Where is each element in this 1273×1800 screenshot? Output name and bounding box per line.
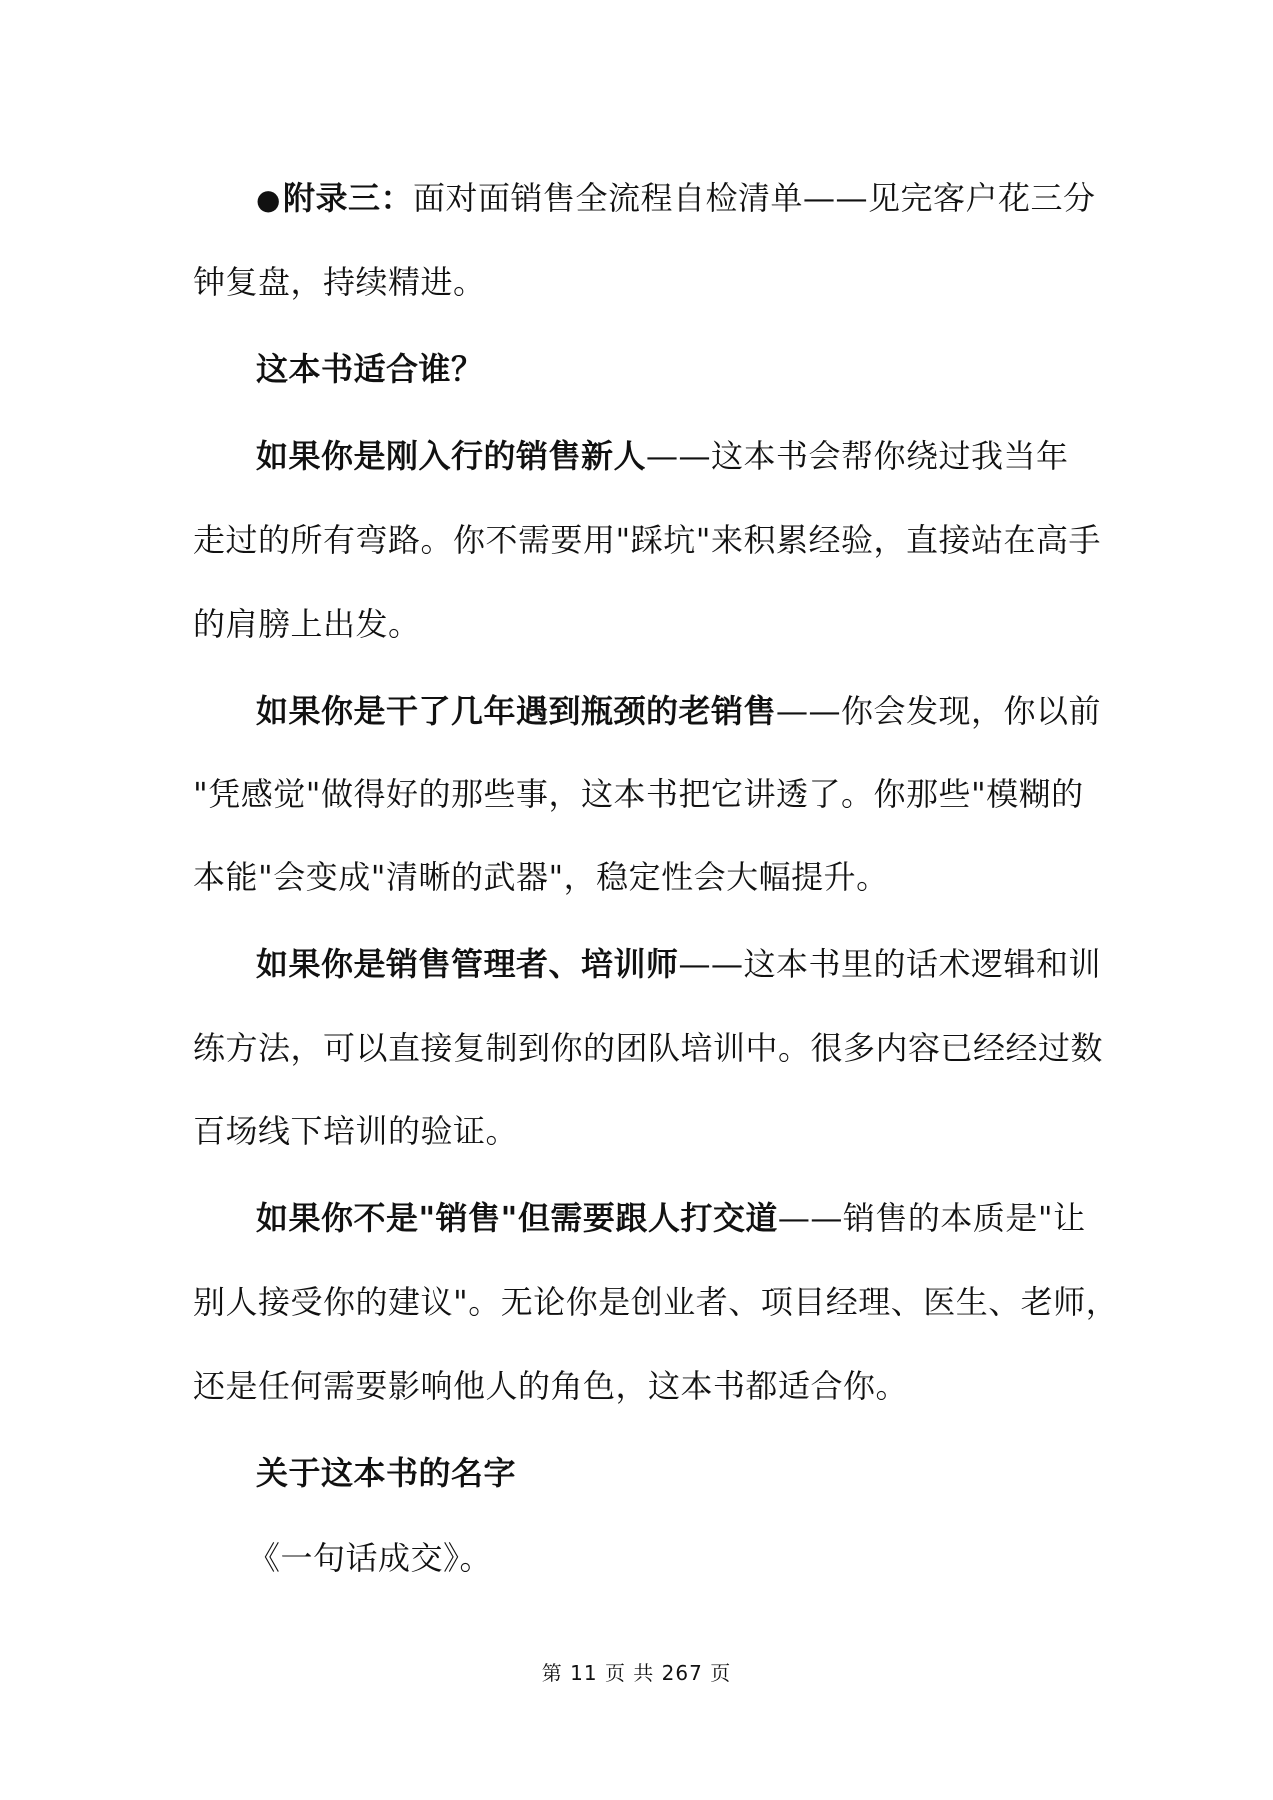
- p2-line3: 本能"会变成"清晰的武器"，稳定性会大幅提升。: [193, 858, 889, 896]
- p3-lead: 如果你是销售管理者、培训师: [256, 945, 679, 983]
- p1-line1: [256, 436, 1096, 476]
- p1-lead: 如果你是刚入行的销售新人: [256, 437, 647, 475]
- p4-text: ——销售的本质是"让: [777, 1199, 1086, 1237]
- who-heading: 这本书适合谁？: [256, 350, 484, 388]
- p2-text: ——你会发现，你以前: [776, 692, 1102, 730]
- p2-lead: 如果你是干了几年遇到瓶颈的老销售: [256, 692, 777, 730]
- p3-line2: 练方法，可以直接复制到你的团队培训中。很多内容已经经过数: [193, 1029, 1104, 1067]
- p2-line1: [256, 691, 1102, 731]
- p3-line3: 百场线下培训的验证。: [193, 1112, 519, 1150]
- appendix3-label: 附录三：: [282, 179, 413, 217]
- p4-line2: 别人接受你的建议"。无论你是创业者、项目经理、医生、老师，: [193, 1283, 1119, 1321]
- p2-line2: "凭感觉"做得好的那些事，这本书把它讲透了。你那些"模糊的: [193, 775, 1084, 813]
- bullet-icon: ●: [256, 183, 281, 216]
- appendix3-text: 面对面销售全流程自检清单——见完客户花三分: [412, 179, 1096, 217]
- appendix3-line2: 钟复盘，持续精进。: [193, 263, 486, 301]
- name-heading: 关于这本书的名字: [256, 1454, 517, 1492]
- p4-line3: 还是任何需要影响他人的角色，这本书都适合你。: [193, 1367, 909, 1405]
- p3-line1: [256, 944, 1102, 984]
- page-footer: 第 11 页 共 267 页: [541, 1661, 732, 1685]
- p1-line2: 走过的所有弯路。你不需要用"踩坑"来积累经验，直接站在高手: [193, 521, 1101, 559]
- p4-line1: [256, 1198, 1096, 1238]
- p3-text: ——这本书里的话术逻辑和训: [678, 945, 1102, 983]
- p4-lead: 如果你不是"销售"但需要跟人打交道: [256, 1199, 778, 1237]
- p1-text: ——这本书会帮你绕过我当年: [646, 437, 1069, 475]
- p1-line3: 的肩膀上出发。: [193, 605, 421, 643]
- appendix3-line1: [256, 178, 1096, 220]
- book-title: 《一句话成交》。: [248, 1539, 493, 1577]
